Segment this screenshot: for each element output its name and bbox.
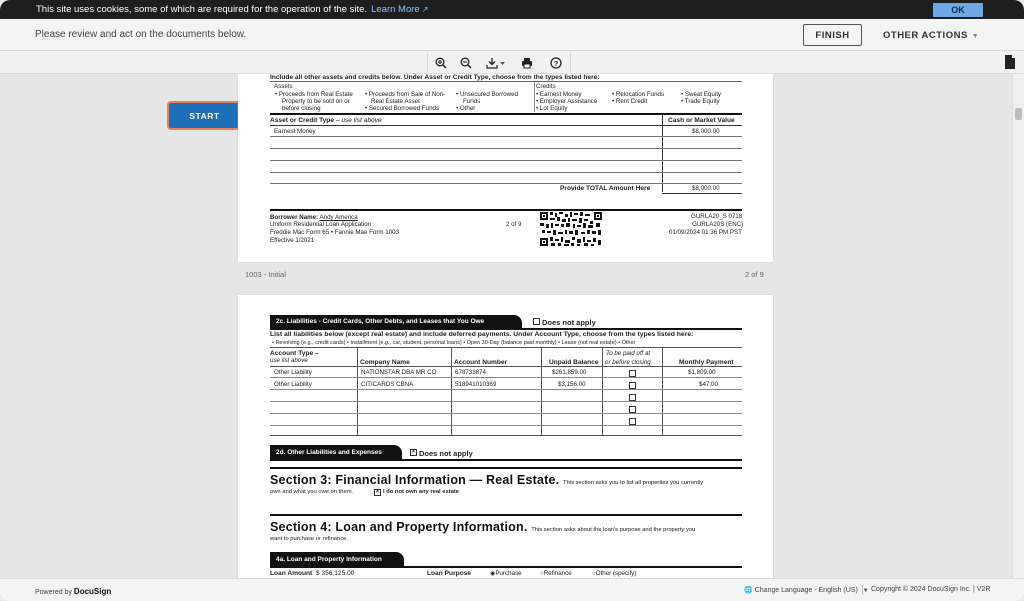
powered-by: Powered by DocuSign: [35, 587, 112, 596]
section-4-title: Section 4: Loan and Property Information. This section asks about the loan's purpose and the property you: [270, 520, 696, 534]
liability-account-number: 518941010369: [455, 381, 497, 388]
credits-heading: Credits: [536, 83, 556, 90]
divider: [357, 348, 358, 435]
asset-type-item: before closing: [282, 105, 321, 112]
liability-balance: $3,156.00: [558, 381, 586, 388]
asset-type-item: Real Estate Asset: [371, 98, 420, 105]
divider: [270, 328, 742, 330]
divider: [270, 113, 742, 115]
divider: [270, 514, 742, 516]
value-column-header: Cash or Market Value: [668, 117, 735, 124]
cookie-ok-button[interactable]: OK: [933, 3, 983, 17]
credit-type-item: • Trade Equity: [681, 98, 720, 105]
paid-off-checkbox[interactable]: [629, 382, 636, 389]
copyright: Copyright © 2024 DocuSign Inc. | V2R: [871, 586, 991, 593]
barcode-icon: [540, 212, 602, 246]
credit-type-item: • Earnest Money: [536, 91, 582, 98]
document-toolbar: [0, 51, 1024, 74]
globe-icon: 🌐: [744, 587, 753, 594]
timestamp: 01/09/2024 01:36 PM PST: [669, 229, 742, 236]
divider: [270, 125, 742, 126]
divider: [662, 348, 663, 435]
divider: [541, 348, 542, 435]
loan-purpose-label: Loan Purpose: [427, 570, 471, 577]
other-actions-menu[interactable]: [883, 30, 979, 41]
change-language-menu[interactable]: [744, 586, 869, 594]
divider: [270, 377, 742, 378]
loan-amount: Loan Amount $ 356,125.00: [270, 570, 355, 577]
asset-type-item: • Proceeds from Real Estate: [275, 91, 353, 98]
divider: [662, 193, 742, 194]
section-2d-checkbox[interactable]: ✕: [411, 449, 417, 455]
purpose-purchase-option[interactable]: ◉Purchase: [490, 570, 522, 577]
paid-off-checkbox[interactable]: [629, 418, 636, 425]
liability-monthly-payment: $47.00: [699, 381, 718, 388]
asset-row-type: Earnest Money: [274, 128, 316, 135]
liability-types: • Revolving (e.g., credit cards) • Installment (e.g., car, student, personal loans) • Open 30-Day (balance paid monthly) • Lease (not real estate) • Other: [272, 340, 636, 346]
assets-intro: Include all other assets and credits below. Under Asset or Credit Type, choose from the types listed here:: [270, 74, 600, 81]
section-3-title: Section 3: Financial Information — Real Estate. This section asks you to list all properties you currently: [270, 473, 704, 487]
unpaid-balance-column-header: Unpaid Balance: [549, 359, 599, 366]
page-count-label: 2 of 9: [745, 270, 764, 279]
divider: [270, 566, 742, 568]
purpose-refinance-option[interactable]: ○Refinance: [540, 570, 572, 577]
chevron-down-icon: ▼: [971, 33, 980, 40]
cookie-message: This site uses cookies, some of which are required for the operation of the site.: [36, 4, 368, 15]
other-actions-label: OTHER ACTIONS: [883, 30, 968, 41]
divider: [270, 160, 742, 161]
page-number: 2 of 9: [506, 221, 522, 228]
asset-type-item: Property to be sold on or: [282, 98, 350, 105]
chevron-down-icon: ▼: [862, 588, 869, 594]
divider: [270, 366, 742, 367]
account-type-column-header: Account Type –: [270, 350, 319, 357]
borrower-name: Borrower Name: Andy America: [270, 214, 358, 221]
liability-company: CITICARDS CBNA: [361, 381, 414, 388]
no-real-estate-checkbox[interactable]: ✕: [375, 489, 381, 495]
learn-more-link[interactable]: Learn More: [371, 4, 420, 15]
asset-row-value: $8,000.00: [692, 128, 720, 135]
divider: [270, 81, 742, 82]
form-code: GURLA20_S 0718: [691, 213, 743, 220]
total-label: Provide TOTAL Amount Here: [560, 185, 651, 192]
document-page: [238, 74, 773, 262]
asset-type-item: • Other: [456, 105, 476, 112]
monthly-payment-column-header: Monthly Payment: [679, 359, 734, 366]
section-2d-header: 2d. Other Liabilities and Expenses: [270, 445, 402, 459]
divider: [270, 389, 742, 390]
divider: [270, 467, 742, 469]
start-button[interactable]: START: [169, 103, 240, 128]
external-link-icon: ↗: [421, 5, 429, 14]
divider: [270, 425, 742, 426]
divider: [270, 183, 742, 184]
purpose-other-option[interactable]: ○Other (specify): [592, 570, 637, 577]
credit-type-item: • Lot Equity: [536, 105, 568, 112]
form-code: GURLA20S (ENC): [692, 221, 744, 228]
asset-type-item: • Unsecured Borrowed: [456, 91, 519, 98]
form-number: Freddie Mac Form 65 • Fannie Mae Form 1003: [270, 229, 400, 236]
liability-monthly-payment: $1,809.00: [688, 369, 716, 376]
no-real-estate-label: I do not own any real estate: [383, 489, 460, 495]
divider: [270, 136, 742, 137]
paid-off-checkbox[interactable]: [629, 406, 636, 413]
liability-account-number: 678733874: [455, 369, 486, 376]
help-icon[interactable]: [547, 54, 565, 71]
finish-button[interactable]: FINISH: [803, 24, 862, 46]
download-icon[interactable]: [484, 54, 508, 71]
effective-date: Effective 1/2021: [270, 237, 315, 244]
toolbar-divider: [570, 53, 571, 72]
credit-type-item: • Relocation Funds: [612, 91, 665, 98]
section-4a-header: 4a. Loan and Property Information: [270, 552, 404, 566]
divider: [270, 172, 742, 173]
section-2d-dna-label: Does not apply: [419, 448, 473, 458]
document-page: [238, 295, 773, 578]
divider: [270, 413, 742, 414]
section-2c-header: 2c. Liabilities - Credit Cards, Other Debts, and Leases that You Owe: [270, 315, 522, 328]
asset-type-item: Funds: [463, 98, 481, 105]
divider: [270, 459, 742, 461]
divider: [602, 348, 603, 435]
document-icon[interactable]: [1004, 55, 1016, 69]
section-4-desc: want to purchase or refinance.: [270, 536, 348, 542]
does-not-apply-label: Does not apply: [542, 317, 596, 327]
docusign-logo: DocuSign: [73, 587, 112, 596]
svg-text:?: ?: [553, 58, 559, 68]
document-viewport[interactable]: [0, 74, 1012, 578]
credit-type-item: • Employer Assistance: [536, 98, 598, 105]
credit-type-item: • Rent Credit: [612, 98, 648, 105]
toolbar-divider: [427, 53, 428, 72]
asset-type-item: • Secured Borrowed Funds: [365, 105, 440, 112]
zoom-out-icon[interactable]: [457, 54, 475, 71]
section-3-desc: own and what you owe on them.: [270, 489, 354, 495]
paid-off-checkbox[interactable]: [629, 394, 636, 401]
liability-account-type: Other Liability: [274, 381, 312, 388]
document-name-label: 1003 - Initial: [245, 270, 286, 279]
account-number-column-header: Account Number: [454, 359, 508, 366]
does-not-apply-checkbox[interactable]: [533, 318, 540, 325]
cookie-banner: [0, 0, 1024, 19]
paid-off-column-header: To be paid off at: [606, 350, 651, 357]
divider: [270, 435, 742, 436]
assets-heading: Assets: [274, 83, 293, 90]
paid-off-column-header: or before closing: [605, 359, 651, 366]
company-column-header: Company Name: [360, 359, 410, 366]
asset-type-item: • Proceeds from Sale of Non-: [365, 91, 446, 98]
asset-type-column-header: Asset or Credit Type – use list above: [270, 117, 382, 124]
liability-balance: $261,859.00: [552, 369, 587, 376]
credit-type-item: • Sweat Equity: [681, 91, 722, 98]
change-language-label: Change Language - English (US): [754, 587, 858, 594]
review-message: Please review and act on the documents below.: [35, 29, 247, 40]
liability-company: NATIONSTAR DBA MR CO: [361, 369, 437, 376]
page-footer: [0, 578, 1024, 601]
zoom-in-icon[interactable]: [432, 54, 450, 71]
print-icon[interactable]: [518, 54, 536, 71]
divider: [270, 209, 742, 211]
liabilities-intro: List all liabilities below (except real estate) and include deferred payments. Under Account Type, choose from the types listed here:: [270, 331, 694, 338]
paid-off-checkbox[interactable]: [629, 370, 636, 377]
account-type-hint: use list above: [270, 357, 308, 364]
divider: [534, 82, 535, 112]
divider: [451, 348, 452, 435]
divider: [270, 148, 742, 149]
action-header: [0, 19, 1024, 51]
form-name: Uniform Residential Loan Application: [270, 221, 372, 228]
scrollbar-thumb[interactable]: [1015, 108, 1022, 120]
total-value: $8,000.00: [692, 185, 720, 192]
divider: [270, 401, 742, 402]
liability-account-type: Other Liability: [274, 369, 312, 376]
footer-divider: [862, 585, 863, 595]
vertical-scrollbar[interactable]: [1012, 74, 1024, 578]
divider: [270, 347, 742, 348]
